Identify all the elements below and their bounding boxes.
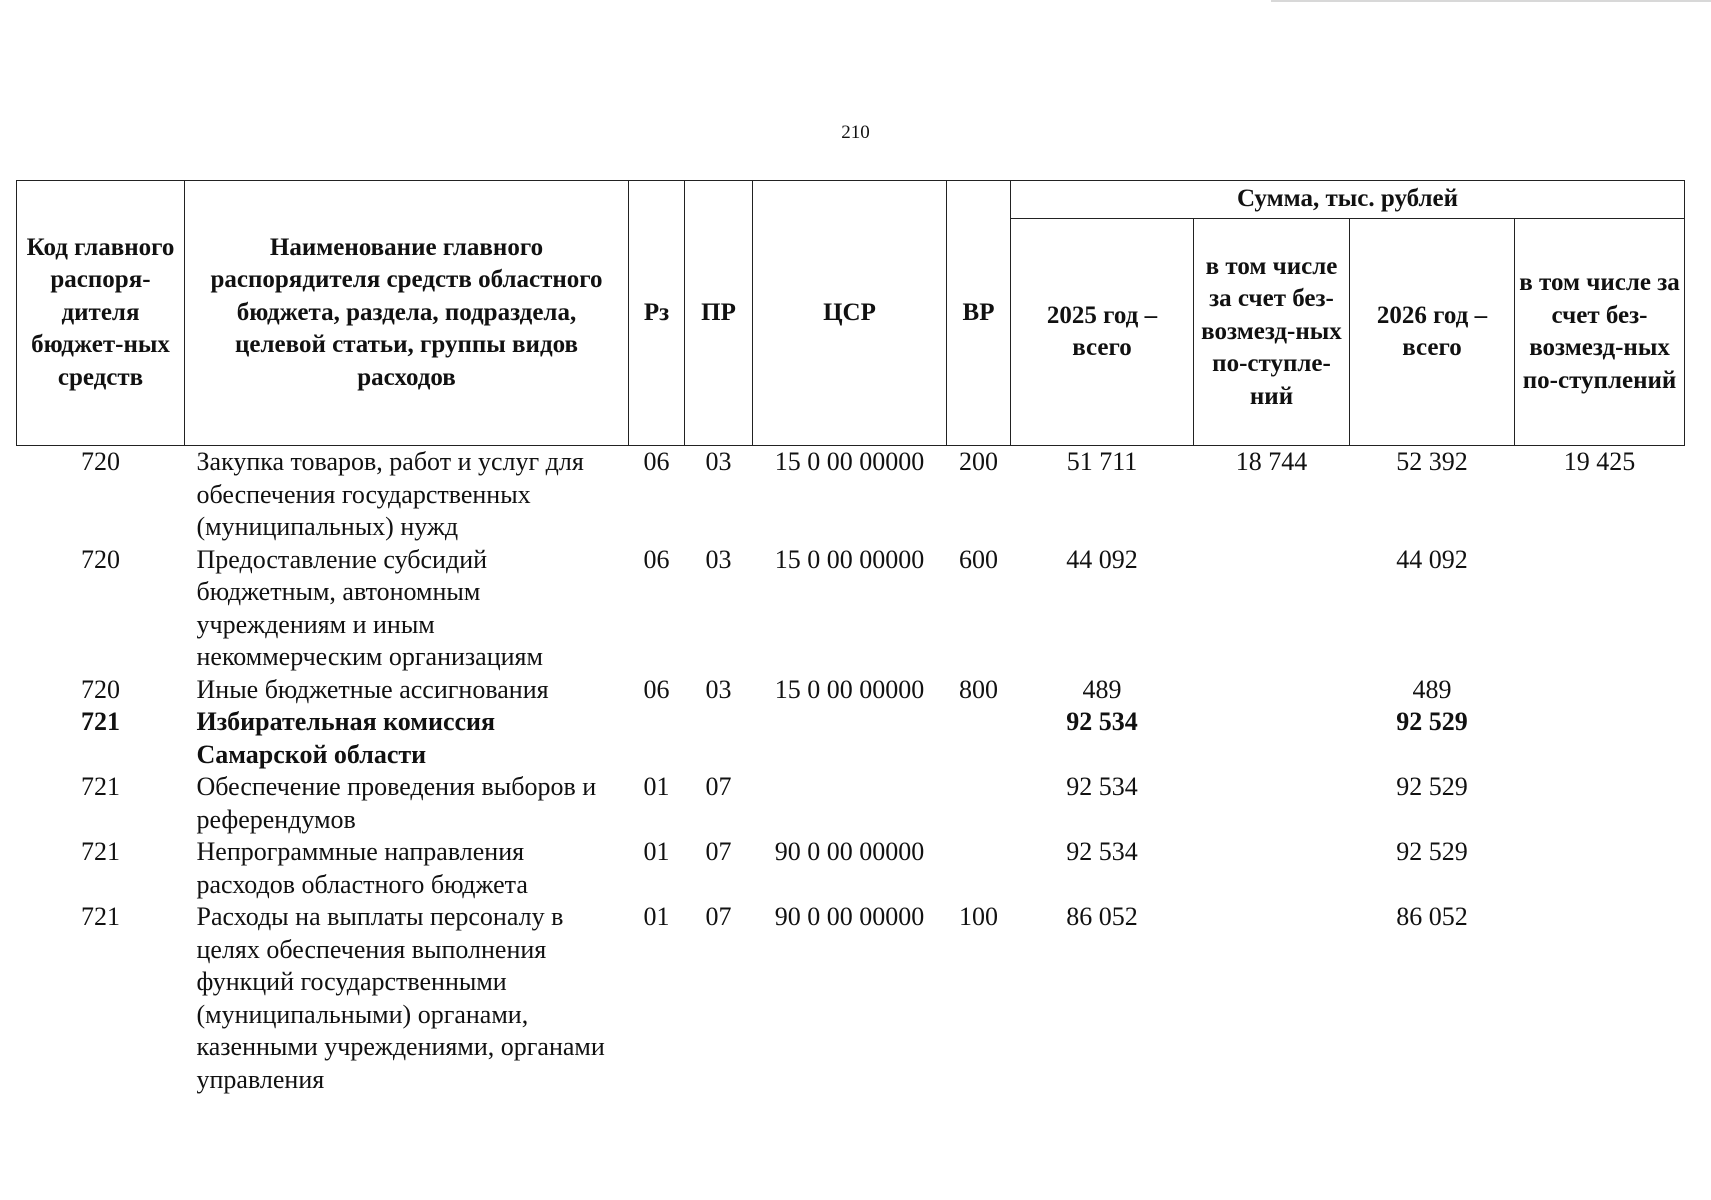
cell-code: 721: [81, 772, 120, 801]
cell-pr: 03: [705, 674, 732, 704]
header-code: Код главного распоря-дителя бюджет-ных средств: [17, 181, 185, 446]
cell-2025-total: 92 534: [1066, 707, 1138, 736]
table-body: [17, 446, 1685, 1097]
cell-2026-free: [1515, 674, 1685, 707]
cell-name: Непрограммные направления расходов областного бюджета: [196, 837, 528, 899]
cell-2025-total: 92 534: [1066, 837, 1138, 866]
table-header: [17, 181, 1685, 446]
header-2026-total: 2026 год – всего: [1350, 219, 1515, 446]
table-row: [17, 706, 1685, 771]
cell-vr: 200: [959, 447, 998, 476]
cell-code: 721: [81, 837, 120, 866]
cell-name: Обеспечение проведения выборов и референдумов: [196, 772, 597, 834]
cell-2025-total: 489: [1082, 674, 1122, 704]
cell-2026-free: 19 425: [1563, 447, 1636, 476]
cell-2025-free: [1194, 674, 1350, 707]
header-2026-free: в том числе за счет без-возмезд-ных по-ступлений: [1515, 219, 1685, 446]
table-row: [17, 674, 1685, 707]
cell-csr: 90 0 00 00000: [774, 902, 925, 931]
cell-csr: [753, 706, 947, 771]
cell-vr: [947, 836, 1011, 901]
table-row: [17, 771, 1685, 836]
cell-2026-free: [1515, 544, 1685, 674]
header-2025-total: 2025 год – всего: [1011, 219, 1194, 446]
cell-2025-free: [1194, 836, 1350, 901]
table-row: [17, 446, 1685, 544]
cell-2026-total: 86 052: [1396, 902, 1468, 931]
cell-2025-free: [1194, 544, 1350, 674]
cell-2026-free: [1515, 836, 1685, 901]
cell-2026-free: [1515, 901, 1685, 1096]
table-row: [17, 901, 1685, 1096]
cell-2025-total: 86 052: [1066, 902, 1138, 931]
budget-table: [16, 180, 1685, 1096]
cell-rz: 01: [643, 902, 670, 931]
cell-2026-total: 489: [1412, 674, 1452, 704]
cell-pr: 07: [705, 837, 732, 866]
cell-name: Избирательная комиссия Самарской области: [196, 707, 496, 769]
cell-csr: [753, 771, 947, 836]
cell-2026-total: 52 392: [1396, 447, 1468, 476]
header-sum-group: Сумма, тыс. рублей: [1011, 181, 1685, 219]
cell-vr: 600: [959, 544, 998, 574]
cell-rz: 01: [643, 772, 670, 801]
cell-code: 721: [81, 707, 120, 736]
cell-2026-free: [1515, 706, 1685, 771]
cell-name: Закупка товаров, работ и услуг для обеспечения государственных (муниципальных) нужд: [196, 447, 584, 541]
header-2025-free: в том числе за счет без-возмезд-ных по-ступле-ний: [1194, 219, 1350, 446]
cell-csr: 90 0 00 00000: [774, 837, 925, 866]
cell-2025-free: [1194, 706, 1350, 771]
cell-2026-free: [1515, 771, 1685, 836]
header-vr: ВР: [947, 181, 1011, 446]
cell-vr: [947, 706, 1011, 771]
cell-csr: 15 0 00 00000: [774, 447, 925, 476]
cell-2025-total: 51 711: [1066, 447, 1138, 476]
cell-2025-free: [1194, 901, 1350, 1096]
cell-2026-total: 92 529: [1396, 772, 1468, 801]
cell-2025-free: [1194, 771, 1350, 836]
cell-rz: 01: [643, 837, 670, 866]
header-name: Наименование главного распорядителя средств областного бюджета, раздела, подраздела, целевой статьи, группы видов расходов: [185, 181, 629, 446]
cell-2026-total: 92 529: [1396, 837, 1468, 866]
header-rz: Рз: [629, 181, 685, 446]
cell-vr: 800: [959, 674, 998, 704]
cell-csr: 15 0 00 00000: [774, 674, 925, 704]
header-pr: ПР: [685, 181, 753, 446]
cell-pr: 03: [705, 544, 732, 574]
cell-rz: 06: [643, 674, 670, 704]
cell-pr: 03: [705, 447, 732, 476]
cell-name: Предоставление субсидий бюджетным, автономным учреждениям и иным некоммерческим организациям: [196, 544, 543, 671]
cell-2026-total: 44 092: [1396, 544, 1468, 574]
cell-2025-free: 18 744: [1235, 447, 1308, 476]
cell-code: 720: [81, 674, 120, 704]
cell-pr: 07: [705, 902, 732, 931]
cell-2026-total: 92 529: [1396, 707, 1468, 736]
cell-name: Иные бюджетные ассигнования: [196, 674, 549, 704]
cell-pr: 07: [705, 772, 732, 801]
cell-code: 721: [81, 902, 120, 931]
cell-vr: 100: [959, 902, 998, 931]
cell-pr: [685, 706, 753, 771]
cell-rz: 06: [643, 447, 670, 476]
cell-vr: [947, 771, 1011, 836]
cell-name: Расходы на выплаты персоналу в целях обеспечения выполнения функций государственными (муниципальными) органами, казенными учреждениями, органами управления: [196, 902, 605, 1094]
cell-rz: 06: [643, 544, 670, 574]
cell-code: 720: [81, 544, 120, 574]
page-number: 210: [841, 122, 870, 143]
cell-2025-total: 92 534: [1066, 772, 1138, 801]
table-row: [17, 836, 1685, 901]
cell-rz: [629, 706, 685, 771]
cell-code: 720: [81, 447, 120, 476]
header-csr: ЦСР: [753, 181, 947, 446]
table-row: [17, 544, 1685, 674]
cell-2025-total: 44 092: [1066, 544, 1138, 574]
cell-csr: 15 0 00 00000: [774, 544, 925, 574]
scan-edge-line: [1271, 0, 1711, 2]
